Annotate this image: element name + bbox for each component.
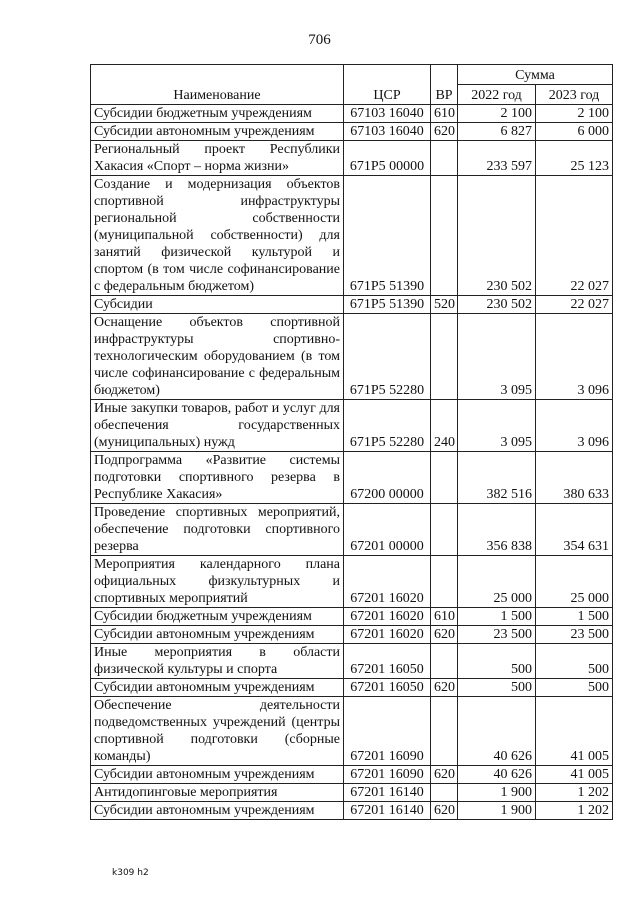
row-sum-2022-cell: 40 626 (458, 766, 536, 784)
row-sum-2022-cell: 40 626 (458, 697, 536, 766)
row-name-cell: Мероприятия календарного плана официальных физкультурных и спортивных мероприятий (91, 556, 344, 608)
column-header-year-2023: 2023 год (536, 85, 613, 105)
row-csr-cell: 67201 16020 (344, 608, 431, 626)
row-name-cell: Оснащение объектов спортивной инфраструктуры спортивно-технологическим оборудованием (в том числе софинансирование с федеральным бюджетом) (91, 314, 344, 400)
row-sum-2023-cell: 1 500 (536, 608, 613, 626)
row-sum-2022-cell: 3 095 (458, 400, 536, 452)
row-sum-2023-cell: 41 005 (536, 766, 613, 784)
row-vr-cell (431, 644, 458, 679)
row-vr-cell: 620 (431, 766, 458, 784)
table-row (91, 123, 613, 141)
table-row (91, 504, 613, 556)
row-vr-cell: 520 (431, 296, 458, 314)
table-row (91, 679, 613, 697)
row-name-cell: Субсидии автономным учреждениям (91, 123, 344, 141)
row-name-cell: Создание и модернизация объектов спортивной инфраструктуры региональной собственности (муниципальной собственности) для занятий физической культурой и спортом (в том числе софинансирование с федеральным бюджетом) (91, 176, 344, 296)
row-sum-2023-cell: 1 202 (536, 802, 613, 820)
row-sum-2023-cell: 3 096 (536, 314, 613, 400)
row-sum-2023-cell: 500 (536, 679, 613, 697)
row-sum-2022-cell: 1 900 (458, 784, 536, 802)
row-vr-cell (431, 784, 458, 802)
row-sum-2022-cell: 233 597 (458, 141, 536, 176)
column-header-year-2022: 2022 год (458, 85, 536, 105)
row-sum-2022-cell: 500 (458, 679, 536, 697)
row-vr-cell: 620 (431, 626, 458, 644)
table-row (91, 644, 613, 679)
row-vr-cell: 610 (431, 608, 458, 626)
row-csr-cell: 671P5 52280 (344, 400, 431, 452)
row-sum-2023-cell: 2 100 (536, 105, 613, 123)
row-vr-cell (431, 452, 458, 504)
row-csr-cell: 67201 16090 (344, 697, 431, 766)
row-csr-cell: 67201 16020 (344, 626, 431, 644)
row-csr-cell: 671P5 00000 (344, 141, 431, 176)
table-row (91, 105, 613, 123)
row-sum-2022-cell: 2 100 (458, 105, 536, 123)
table-body (91, 105, 613, 820)
row-vr-cell (431, 504, 458, 556)
table-header (91, 65, 613, 105)
row-name-cell: Субсидии автономным учреждениям (91, 802, 344, 820)
row-sum-2023-cell: 22 027 (536, 296, 613, 314)
row-sum-2023-cell: 500 (536, 644, 613, 679)
row-csr-cell: 67201 16140 (344, 784, 431, 802)
row-csr-cell: 67200 00000 (344, 452, 431, 504)
row-sum-2023-cell: 41 005 (536, 697, 613, 766)
row-sum-2023-cell: 380 633 (536, 452, 613, 504)
row-vr-cell: 620 (431, 123, 458, 141)
table-row (91, 802, 613, 820)
row-csr-cell: 67201 16020 (344, 556, 431, 608)
row-sum-2023-cell: 25 123 (536, 141, 613, 176)
row-sum-2022-cell: 230 502 (458, 176, 536, 296)
budget-table (90, 64, 613, 820)
row-vr-cell (431, 141, 458, 176)
row-csr-cell: 671P5 51390 (344, 176, 431, 296)
row-vr-cell (431, 556, 458, 608)
row-sum-2022-cell: 382 516 (458, 452, 536, 504)
row-sum-2022-cell: 23 500 (458, 626, 536, 644)
row-name-cell: Субсидии (91, 296, 344, 314)
row-csr-cell: 67201 00000 (344, 504, 431, 556)
column-header-csr: ЦСР (344, 65, 431, 105)
row-vr-cell (431, 314, 458, 400)
row-name-cell: Региональный проект Республики Хакасия «Спорт – норма жизни» (91, 141, 344, 176)
table-row (91, 141, 613, 176)
column-header-sum: Сумма (458, 65, 613, 85)
row-sum-2022-cell: 1 900 (458, 802, 536, 820)
row-csr-cell: 67201 16050 (344, 679, 431, 697)
row-sum-2023-cell: 23 500 (536, 626, 613, 644)
row-name-cell: Субсидии бюджетным учреждениям (91, 608, 344, 626)
page-number: 706 (308, 32, 331, 48)
row-name-cell: Антидопинговые мероприятия (91, 784, 344, 802)
row-name-cell: Субсидии автономным учреждениям (91, 766, 344, 784)
row-sum-2022-cell: 1 500 (458, 608, 536, 626)
row-sum-2023-cell: 22 027 (536, 176, 613, 296)
table-row (91, 608, 613, 626)
table-row (91, 314, 613, 400)
row-name-cell: Обеспечение деятельности подведомственных учреждений (центры спортивной подготовки (сборные команды) (91, 697, 344, 766)
table-row (91, 296, 613, 314)
row-csr-cell: 67103 16040 (344, 105, 431, 123)
table-row (91, 176, 613, 296)
table-row (91, 626, 613, 644)
table-row (91, 400, 613, 452)
row-vr-cell: 240 (431, 400, 458, 452)
row-name-cell: Иные мероприятия в области физической культуры и спорта (91, 644, 344, 679)
row-sum-2023-cell: 25 000 (536, 556, 613, 608)
row-vr-cell: 620 (431, 802, 458, 820)
row-name-cell: Иные закупки товаров, работ и услуг для обеспечения государственных (муниципальных) нужд (91, 400, 344, 452)
row-sum-2022-cell: 3 095 (458, 314, 536, 400)
row-csr-cell: 67201 16140 (344, 802, 431, 820)
row-sum-2023-cell: 1 202 (536, 784, 613, 802)
footer-code: k309 h2 (112, 868, 149, 878)
row-csr-cell: 67201 16050 (344, 644, 431, 679)
row-csr-cell: 67103 16040 (344, 123, 431, 141)
row-vr-cell: 620 (431, 679, 458, 697)
column-header-vr: ВР (431, 65, 458, 105)
row-sum-2023-cell: 3 096 (536, 400, 613, 452)
table-row (91, 697, 613, 766)
row-sum-2022-cell: 356 838 (458, 504, 536, 556)
row-vr-cell: 610 (431, 105, 458, 123)
row-sum-2023-cell: 6 000 (536, 123, 613, 141)
row-vr-cell (431, 697, 458, 766)
row-sum-2022-cell: 25 000 (458, 556, 536, 608)
row-sum-2022-cell: 6 827 (458, 123, 536, 141)
row-vr-cell (431, 176, 458, 296)
row-name-cell: Проведение спортивных мероприятий, обеспечение подготовки спортивного резерва (91, 504, 344, 556)
row-name-cell: Субсидии автономным учреждениям (91, 679, 344, 697)
row-name-cell: Субсидии бюджетным учреждениям (91, 105, 344, 123)
row-sum-2023-cell: 354 631 (536, 504, 613, 556)
table-row (91, 766, 613, 784)
row-name-cell: Подпрограмма «Развитие системы подготовки спортивного резерва в Республике Хакасия» (91, 452, 344, 504)
row-sum-2022-cell: 500 (458, 644, 536, 679)
column-header-name: Наименование (91, 65, 344, 105)
row-csr-cell: 671P5 52280 (344, 314, 431, 400)
row-csr-cell: 671P5 51390 (344, 296, 431, 314)
table-row (91, 452, 613, 504)
row-csr-cell: 67201 16090 (344, 766, 431, 784)
table-row (91, 784, 613, 802)
table-row (91, 556, 613, 608)
row-name-cell: Субсидии автономным учреждениям (91, 626, 344, 644)
row-sum-2022-cell: 230 502 (458, 296, 536, 314)
